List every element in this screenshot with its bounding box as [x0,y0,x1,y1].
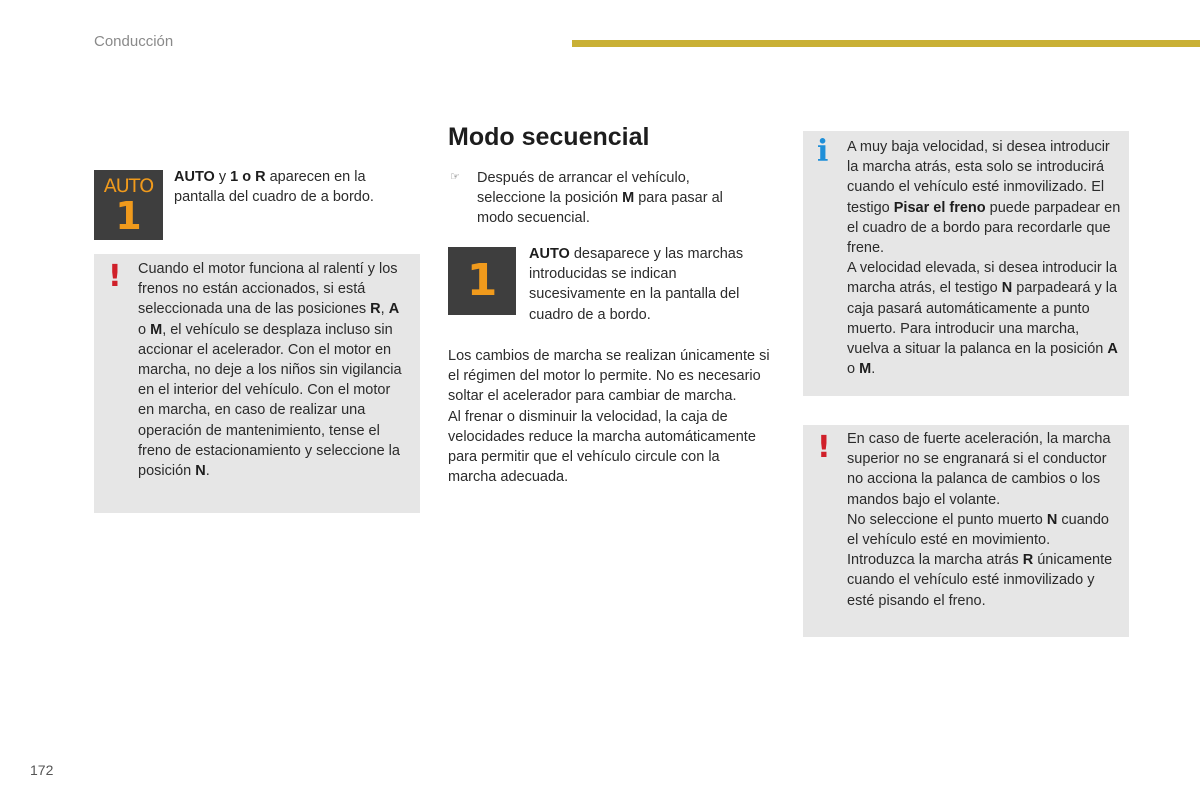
info-paragraph-1 [847,137,1123,258]
bullet-bold: M [622,190,635,207]
warning-text [847,429,1123,611]
warning-text [138,259,410,481]
display-auto-text: AUTO [103,175,154,197]
info-icon: i [817,134,829,169]
warning-paragraph: En caso de fuerte aceleración, la marcha superior no se engranará si el conductor no acciona la palanca de cambios o los mandos bajo el volante. [847,431,1111,508]
warning-icon: ! [817,430,831,465]
warning-text-part: . [205,463,210,480]
warning-bold: M [150,321,163,338]
warning-text-part: cuando el vehículo esté en movimiento. [847,511,1109,549]
info-text [847,137,1123,379]
info-text-part: parpadeará y la caja pasará automáticamente a punto muerto. Para introducir una marcha, vuelva a situar la palanca en la posición [847,280,1118,358]
info-bold: Pisar el freno [893,199,986,216]
warning-box-right [803,425,1129,637]
warning-text-part: o [138,321,151,338]
warning-bold: N [195,463,206,480]
warning-bold: R [1022,552,1034,569]
info-text-part: A velocidad elevada, si desea introducir la marcha atrás, el testigo [847,260,1118,297]
warning-bold: N [1046,511,1058,528]
caption-text: desaparece y las marchas introducidas se indican sucesivamente en la pantalla del cuadro de a bordo. [529,246,744,323]
info-bold: N [1001,280,1013,297]
caption-bold-auto: AUTO [174,169,215,185]
info-box [803,131,1129,396]
caption-text: y [214,169,231,185]
caption-bold-gears: 1 o R [230,169,266,185]
warning-text-part: Introduzca la marcha atrás [847,552,1023,569]
body-paragraph [448,346,770,487]
warning-text-part: Cuando el motor funciona al ralentí y los frenos no están accionados, si está seleccionada una de las posiciones [138,261,398,318]
info-text-part: . [871,361,876,378]
caption-text: aparecen en la pantalla del cuadro de a bordo. [174,169,374,206]
caption-bold-auto: AUTO [529,246,570,262]
page-number: 172 [30,762,54,778]
bullet-text-part: para pasar al modo secuencial. [477,190,723,227]
instrument-display-gear: 1 [448,247,516,315]
warning-text-part: No seleccione el punto muerto [847,511,1047,528]
info-text-part: puede parpadear en el cuadro de a bordo para recordarle que frene. [847,199,1121,257]
info-text-part: A muy baja velocidad, si desea introducir la marcha atrás, esta solo se introducirá cuando el vehículo esté inmovilizado. El testigo [847,139,1110,216]
info-paragraph-2 [847,258,1123,379]
warning-paragraph [847,510,1123,550]
warning-text-part: , el vehículo se desplaza incluso sin accionar el acelerador. Con el motor en marcha, no deje a los niños sin vigilancia en el interior del vehículo. Con el motor en marcha, en caso de realizar una operación de mantenimiento, tense el freno de estacionamiento y seleccione la posición [138,321,402,480]
header-accent-bar [572,40,1200,47]
warning-icon: ! [108,259,122,294]
warning-paragraph [847,550,1123,611]
warning-text-part: únicamente cuando el vehículo esté inmovilizado y esté pisando el freno. [847,552,1113,609]
bullet-text [477,168,752,229]
display-caption-middle [529,244,759,325]
section-title: Modo secuencial [448,123,650,151]
info-text-part: o [847,361,860,378]
info-bold: A [1107,341,1118,358]
warning-bold: R [370,301,381,318]
paragraph-line: Los cambios de marcha se realizan únicamente si el régimen del motor lo permite. No es necesario soltar el acelerador para cambiar de marcha. [448,348,770,405]
page-header-title: Conducción [94,33,174,50]
display-caption [174,167,399,207]
warning-box-left [94,254,420,513]
pointer-icon: ☞ [450,171,460,183]
paragraph-line: Al frenar o disminuir la velocidad, la caja de velocidades reduce la marcha automáticamente para permitir que el vehículo circule con la marcha adecuada. [448,408,756,486]
warning-text-part: , [380,301,389,318]
info-bold: M [859,361,872,378]
warning-bold: A [388,301,400,318]
bullet-text-part: Después de arrancar el vehículo, seleccione la posición [477,170,690,207]
instrument-display-auto-1 [94,170,163,240]
display-gear-number: 1 [115,194,142,238]
